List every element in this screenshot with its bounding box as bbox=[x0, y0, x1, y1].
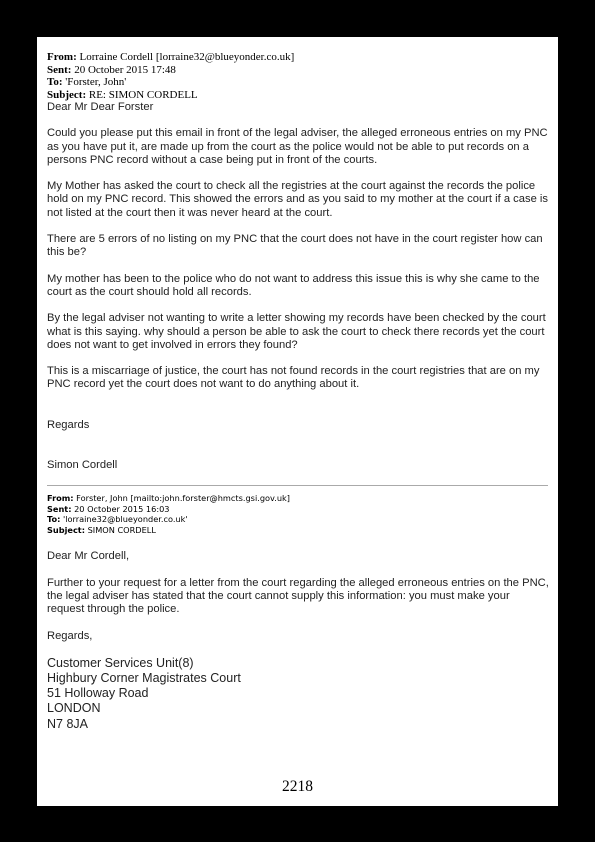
email1-subject-line bbox=[47, 89, 549, 102]
address-line: Customer Services Unit(8) bbox=[47, 655, 194, 670]
email2-closing: Regards, bbox=[47, 629, 93, 642]
address-line: 51 Holloway Road bbox=[47, 686, 149, 701]
to-label: To: bbox=[47, 514, 61, 525]
address-line: Highbury Corner Magistrates Court bbox=[47, 671, 241, 686]
subject-value: RE: SIMON CORDELL bbox=[88, 88, 198, 101]
subject-label: Subject: bbox=[47, 88, 87, 101]
email2-body bbox=[47, 550, 549, 642]
sent-value: 20 October 2015 16:03 bbox=[74, 503, 170, 514]
to-value: 'Forster, John' bbox=[65, 76, 127, 88]
sent-label: Sent: bbox=[47, 503, 72, 514]
from-value: Forster, John [mailto:john.forster@hmcts.gsi.gov.uk] bbox=[76, 493, 290, 504]
email1-paragraph-5: By the legal adviser not wanting to write a letter showing my records have been checked by the court what is this saying. why should a person be able to ask the court to check there records yet the court does not want to get involved in errors they found? bbox=[47, 312, 546, 351]
sent-label: Sent: bbox=[47, 63, 72, 76]
address-line: N7 8JA bbox=[47, 716, 88, 731]
email1-to-line bbox=[47, 76, 549, 89]
from-value: Lorraine Cordell [lorraine32@blueyonder.co.uk] bbox=[79, 51, 295, 63]
email1-signature: Simon Cordell bbox=[47, 459, 118, 472]
email2-greeting: Dear Mr Cordell, bbox=[47, 550, 130, 563]
email2-from-line bbox=[47, 493, 549, 504]
to-label: To: bbox=[47, 76, 63, 88]
email-separator bbox=[47, 485, 548, 486]
email1-closing: Regards bbox=[47, 418, 90, 431]
document-content bbox=[47, 51, 549, 732]
sent-value: 20 October 2015 17:48 bbox=[74, 63, 176, 76]
email1-paragraph-4: My mother has been to the police who do not want to address this issue this is why she came to the court as the court should hold all records. bbox=[47, 272, 540, 298]
subject-value: SIMON CORDELL bbox=[87, 524, 156, 535]
email2-subject-line bbox=[47, 525, 549, 536]
sender-address-block bbox=[47, 656, 549, 732]
from-label: From: bbox=[47, 493, 74, 504]
email1-header bbox=[47, 51, 549, 101]
email1-paragraph-3: There are 5 errors of no listing on my PNC that the court does not have in the court register how can this be? bbox=[47, 233, 543, 259]
subject-label: Subject: bbox=[47, 524, 85, 535]
email1-sent-line bbox=[47, 64, 549, 77]
document-page bbox=[37, 37, 558, 806]
email2-paragraph: Further to your request for a letter from the court regarding the alleged erroneous entries on the PNC, the legal adviser has stated that the court cannot supply this information: you must make your request through the police. bbox=[47, 576, 549, 616]
email1-paragraph-6: This is a miscarriage of justice, the court has not found records in the court registries that are on my PNC record yet the court does not want to do anything about it. bbox=[47, 365, 540, 391]
email1-from-line bbox=[47, 51, 549, 64]
address-line: LONDON bbox=[47, 701, 101, 716]
to-value: 'lorraine32@blueyonder.co.uk' bbox=[63, 514, 188, 525]
from-label: From: bbox=[47, 51, 77, 63]
page-number: 2218 bbox=[282, 778, 313, 795]
email1-paragraph-2: My Mother has asked the court to check all the registries at the court against the records the police hold on my PNC record. This showed the errors and as you said to my mother at the court if a case is not listed at the court then it was never heard at the court. bbox=[47, 180, 548, 219]
email2-to-line bbox=[47, 514, 549, 525]
email1-paragraph-1: Could you please put this email in front of the legal adviser, the alleged erroneous entries on my PNC as you have put it, are made up from the court as the police would not be able to put records on a persons PNC record without a case being put in front of the courts. bbox=[47, 127, 548, 166]
email1-greeting: Dear Mr Dear Forster bbox=[47, 101, 154, 113]
email2-header bbox=[47, 493, 549, 535]
email2-sent-line bbox=[47, 504, 549, 515]
email1-body bbox=[47, 101, 549, 472]
